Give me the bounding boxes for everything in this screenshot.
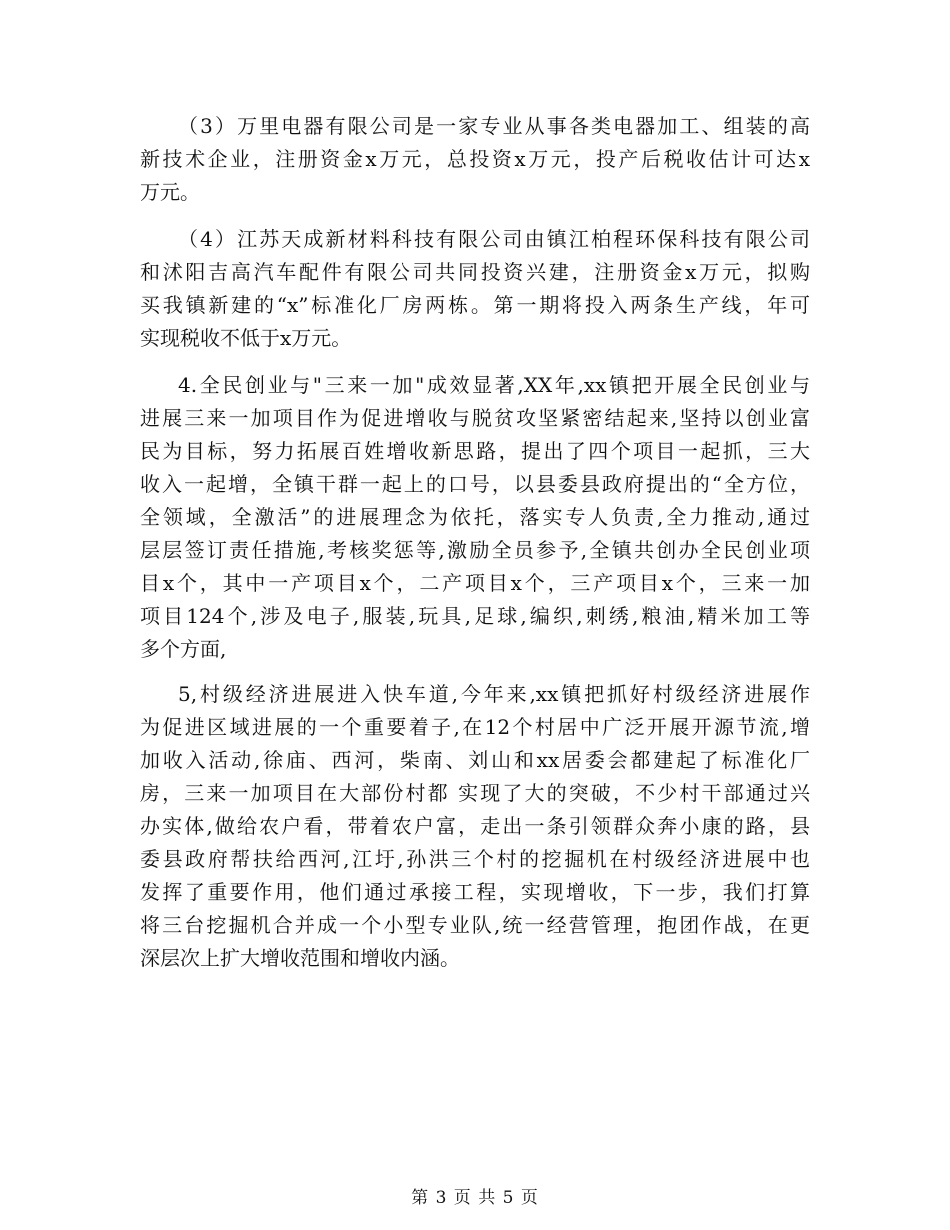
text-line: 发挥了重要作用，他们通过承接工程，实现增收，下一步，我们打算 [140, 880, 810, 904]
page-number-footer: 第 3 页 共 5 页 [411, 1188, 539, 1208]
paragraph-item-3 [140, 110, 810, 209]
text-line: 项目124个,涉及电子,服装,玩具,足球,编织,刺绣,粮油,精米加工等 [140, 604, 810, 628]
text-line: 5,村级经济进展进入快车道,今年来,xx镇把抓好村级经济进展作 [178, 682, 810, 706]
text-line: 为促进区域进展的一个重要着子,在12个村居中广泛开展开源节流,增 [140, 715, 810, 739]
text-line: 买我镇新建的“x”标准化厂房两栋。第一期将投入两条生产线，年可 [140, 293, 810, 317]
text-line: 收入一起增，全镇干群一起上的口号，以县委县政府提出的“全方位， [140, 472, 810, 496]
document-body [140, 110, 810, 989]
text-line: （3）万里电器有限公司是一家专业从事各类电器加工、组装的高 [178, 114, 810, 138]
text-line: 房，三来一加项目在大部份村都 实现了大的突破，不少村干部通过兴 [140, 781, 810, 805]
paragraph-item-4 [140, 223, 810, 355]
text-line: 万元。 [140, 180, 200, 204]
text-line: 进展三来一加项目作为促进增收与脱贫攻坚紧密结起来,坚持以创业富 [140, 406, 810, 430]
paragraph-section-4 [140, 369, 810, 666]
text-line: 委县政府帮扶给西河,江圩,孙洪三个村的挖掘机在村级经济进展中也 [140, 847, 810, 871]
text-line: 办实体,做给农户看，带着农户富，走出一条引领群众奔小康的路，县 [140, 814, 810, 838]
text-line: 加收入活动,徐庙、西河，柴南、刘山和xx居委会都建起了标准化厂 [140, 748, 810, 772]
text-line: 多个方面, [140, 637, 227, 661]
text-line: 目x个，其中一产项目x个，二产项目x个，三产项目x个，三来一加 [140, 571, 810, 595]
text-line: 层层签订责任措施,考核奖惩等,激励全员参予,全镇共创办全民创业项 [140, 538, 810, 562]
text-line: 将三台挖掘机合并成一个小型专业队,统一经营管理，抱团作战，在更 [140, 913, 810, 937]
text-line: 新技术企业，注册资金x万元，总投资x万元，投产后税收估计可达x [140, 147, 810, 171]
text-line: 民为目标，努力拓展百姓增收新思路，提出了四个项目一起抓，三大 [140, 439, 810, 463]
text-line: 4.全民创业与"三来一加"成效显著,XX年,xx镇把开展全民创业与 [178, 373, 810, 397]
text-line: 全领域，全激活”的进展理念为依托，落实专人负责,全力推动,通过 [140, 505, 810, 529]
text-line: （4）江苏天成新材料科技有限公司由镇江柏程环保科技有限公司 [178, 227, 810, 251]
text-line: 实现税收不低于x万元。 [140, 326, 352, 350]
paragraph-section-5 [140, 678, 810, 975]
text-line: 和沭阳吉高汽车配件有限公司共同投资兴建，注册资金x万元，拟购 [140, 260, 810, 284]
text-line: 深层次上扩大增收范围和增收内涵。 [140, 946, 460, 970]
